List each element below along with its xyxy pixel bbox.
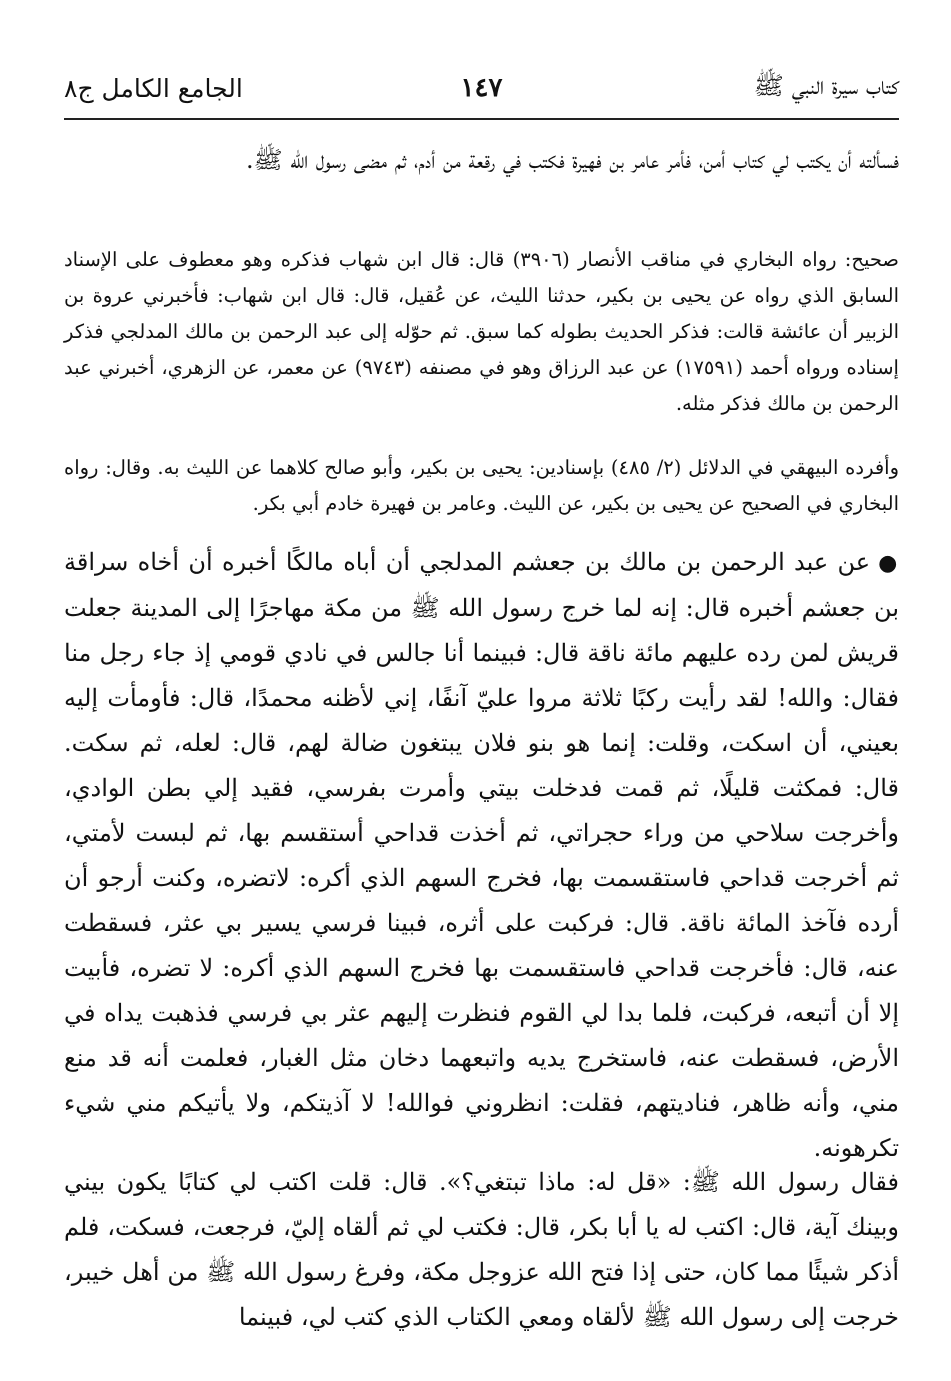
header-book-title: كتاب سيرة النبي ﷺ bbox=[753, 70, 899, 100]
paragraph-intro: فسألته أن يكتب لي كتاب أمن، فأمر عامر بن فهيرة فكتب في رقعة من أدم، ثم مضى رسول الله ﷺ. bbox=[246, 146, 899, 174]
hadith-text: عن عبد الرحمن بن مالك بن جعشم المدلجي أن أباه مالكًا أخبره أن أخاه سراقة بن جعشم أخبره قال: إنه لما خرج رسول الله ﷺ من مكة مهاجرًا إلى المدينة جعلت قريش لمن رده عليهم مائة ناقة قال: فبينما أنا جالس في نادي قومي إذ جاء رجل منا فقال: والله! لقد رأيت ركبًا ثلاثة مروا عليّ آنفًا، إني لأظنه محمدًا، قال: فأومأت إليه بعيني، أن اسكت، وقلت: إنما هو بنو فلان يبتغون ضالة لهم، قال: لعله، ثم سكت. قال: فمكثت قليلًا، ثم قمت فدخلت بيتي وأمرت بفرسي، فقيد إلي بطن الوادي، وأخرجت سلاحي من وراء حجراتي، ثم أخذت قداحي أستقسم بها، ثم لبست لأمتي، ثم أخرجت قداحي فاستقسمت بها، فخرج السهم الذي أكره: لاتضره، وكنت أرجو أن أرده فآخذ المائة ناقة. قال: فركبت على أثره، فبينا فرسي يسير بي عثر، فسقطت عنه، قال: فأخرجت قداحي فاستقسمت بها فخرج السهم الذي أكره: لا تضره، فأبيت إلا أن أتبعه، فركبت، فلما بدا لي القوم فنظرت إليهم عثر بي فرسي فذهبت يداه في الأرض، فسقطت عنه، فاستخرج يديه واتبعهما دخان مثل الغبار، فعلمت أنه قد منع مني، وأنه ظاهر، فناديتهم، فقلت: انظروني فوالله! لا آذيتكم، ولا يأتيكم مني شيء تكرهونه. bbox=[64, 548, 899, 1162]
hadith-paragraph bbox=[64, 540, 899, 1171]
header-volume-title: الجامع الكامل ج٨ bbox=[64, 73, 243, 103]
takhrij-note-2: وأفرده البيهقي في الدلائل (٢/ ٤٨٥) بإسنادين: يحيى بن بكير، وأبو صالح كلاهما عن الليث به. وقال: رواه البخاري في الصحيح عن يحيى بن بكير، عن الليث. وعامر بن فهيرة خادم أبي بكر. bbox=[64, 456, 899, 515]
takhrij-note-1: صحيح: رواه البخاري في مناقب الأنصار (٣٩٠٦) قال: قال ابن شهاب فذكره وهو معطوف على الإسناد السابق الذي رواه عن يحيى بن بكير، حدثنا الليث، عن عُقيل، قال: قال ابن شهاب: فأخبرني عروة بن الزبير أن عائشة قالت: فذكر الحديث بطوله كما سبق. ثم حوّله إلى عبد الرحمن بن مالك المدلجي فذكر إسناده ورواه أحمد (١٧٥٩١) عن عبد الرزاق وهو في مصنفه (٩٧٤٣) عن معمر، عن الزهري، أخبرني عبد الرحمن بن مالك فذكر مثله. bbox=[64, 248, 899, 415]
header-divider bbox=[64, 118, 899, 120]
page-number: ١٤٧ bbox=[460, 73, 503, 103]
running-header bbox=[64, 66, 899, 110]
book-page bbox=[64, 0, 899, 1381]
paragraph-continuation: فقال رسول الله ﷺ: «قل له: ماذا تبتغي؟». قال: قلت اكتب لي كتابًا يكون بيني وبينك آية، قال: اكتب له يا أبا بكر، قال: فكتب لي ثم ألقاه إليّ، فرجعت، فسكت، فلم أذكر شيئًا مما كان، حتى إذا فتح الله عزوجل مكة، وفرغ رسول الله ﷺ من أهل خيبر، خرجت إلى رسول الله ﷺ لألقاه ومعي الكتاب الذي كتب لي، فبينما bbox=[64, 1168, 899, 1331]
bullet-marker: ● bbox=[878, 551, 900, 576]
